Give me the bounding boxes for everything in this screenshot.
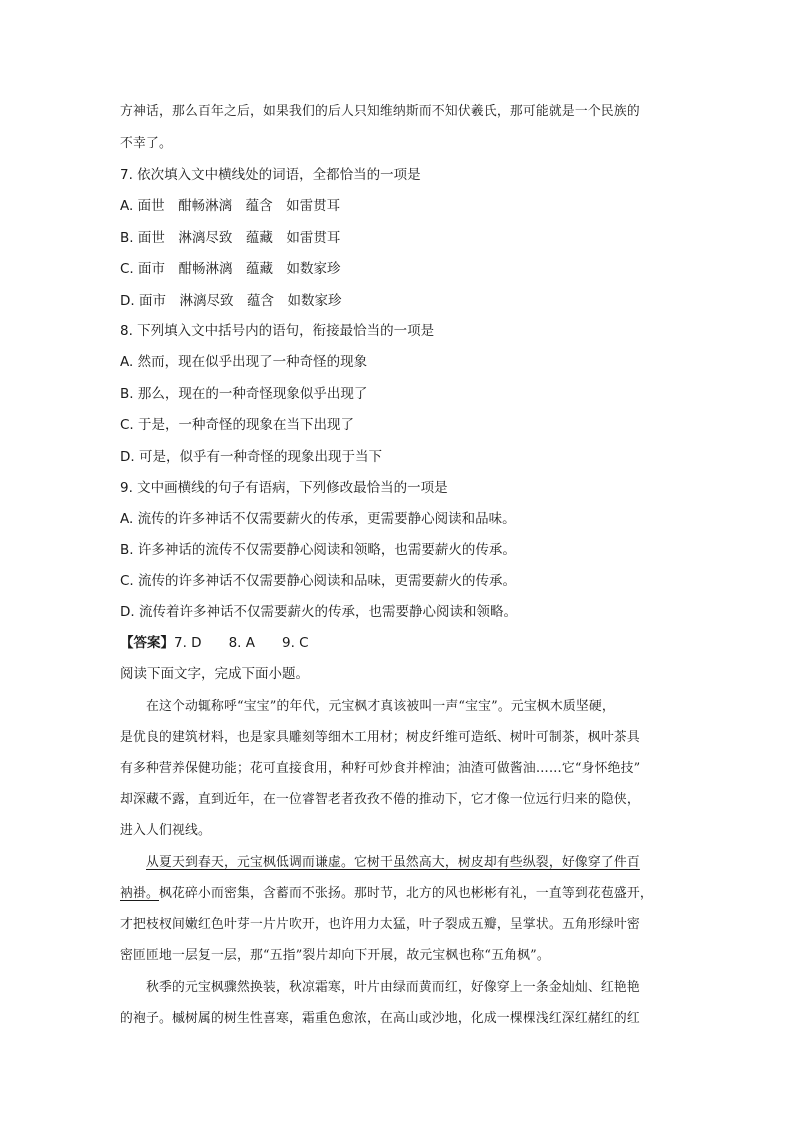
question-7-stem: 7. 依次填入文中横线处的词语，全都恰当的一项是 [120, 167, 421, 183]
answer-label: 【答案】 [120, 635, 174, 651]
passage-p1-line-4: 却深藏不露，直到近年，在一位睿智老者孜孜不倦的推动下，它才像一位远行归来的隐侠， [120, 792, 640, 807]
question-8-option-b: B. 那么，现在的一种奇怪现象似乎出现了 [120, 386, 368, 402]
passage-p2-line-4: 密匝匝地一层复一层，那“五指”裂片却向下开展，故元宝枫也称“五角枫”。 [120, 948, 550, 963]
question-8-stem: 8. 下列填入文中括号内的语句，衔接最恰当的一项是 [120, 323, 435, 339]
question-7-option-d: D. 面市 淋漓尽致 蕴含 如数家珍 [120, 293, 342, 309]
question-7-option-a: A. 面世 酣畅淋漓 蕴含 如雷贯耳 [120, 198, 341, 214]
passage-p1-line-3: 有多种营养保健功能；花可直接食用，种籽可炒食并榨油；油渣可做酱油……它“身怀绝技” [120, 761, 641, 776]
passage-p2-line-2 [120, 884, 680, 904]
intro-line-1: 方神话，那么百年之后，如果我们的后人只知维纳斯而不知伏羲氏，那可能就是一个民族的 [120, 104, 640, 119]
reading-prompt: 阅读下面文字，完成下面小题。 [120, 666, 309, 682]
passage-p1-line-5: 进入人们视线。 [120, 823, 211, 838]
answer-values: 7. D 8. A 9. C [174, 635, 309, 651]
question-7-option-c: C. 面市 酣畅淋漓 蕴藏 如数家珍 [120, 261, 341, 277]
question-9-stem: 9. 文中画横线的句子有语病，下列修改最恰当的一项是 [120, 480, 448, 496]
question-9-option-a: A. 流传的许多神话不仅需要薪火的传承，更需要静心阅读和品味。 [120, 511, 516, 527]
intro-line-2: 不幸了。 [120, 136, 172, 151]
question-9-option-b: B. 许多神话的流传不仅需要静心阅读和领略，也需要薪火的传承。 [120, 542, 516, 558]
answer-line [120, 633, 680, 653]
question-8-option-a: A. 然而，现在似乎出现了一种奇怪的现象 [120, 354, 368, 370]
passage-p3-line-2: 的袍子。槭树属的树生性喜寒，霜重色愈浓，在高山或沙地，化成一棵棵浅红深红赭红的红 [120, 1011, 640, 1026]
passage-p2-line-3: 才把枝杈间嫩红色叶芽一片片吹开，也许用力太猛，叶子裂成五瓣，呈掌状。五角形绿叶密 [120, 917, 640, 932]
passage-p2-underlined-2: 衲褂。 [120, 886, 159, 901]
question-7-option-b: B. 面世 淋漓尽致 蕴藏 如雷贯耳 [120, 230, 341, 246]
question-9-option-d: D. 流传着许多神话不仅需要薪火的传承，也需要静心阅读和领略。 [120, 604, 517, 620]
question-9-option-c: C. 流传的许多神话不仅需要静心阅读和品味，更需要薪火的传承。 [120, 573, 517, 589]
passage-p1-line-2: 是优良的建筑材料，也是家具雕刻等细木工用材；树皮纤维可造纸、树叶可制茶，枫叶茶具 [120, 730, 640, 745]
passage-p3-line-1: 秋季的元宝枫骤然换装，秋凉霜寒，叶片由绿而黄而红，好像穿上一条金灿灿、红艳艳 [146, 980, 640, 995]
passage-p1-line-1: 在这个动辄称呼“宝宝”的年代，元宝枫才真该被叫一声“宝宝”。元宝枫木质坚硬， [146, 699, 615, 714]
question-8-option-d: D. 可是，似乎有一种奇怪的现象出现于当下 [120, 449, 382, 465]
question-8-option-c: C. 于是，一种奇怪的现象在当下出现了 [120, 417, 355, 433]
passage-p2-rest-2: 枫花碎小而密集，含蓄而不张扬。那时节，北方的风也彬彬有礼，一直等到花苞盛开， [159, 886, 653, 901]
passage-p2-underlined-1: 从夏天到春天，元宝枫低调而谦虚。它树干虽然高大，树皮却有些纵裂，好像穿了件百 [146, 855, 640, 870]
